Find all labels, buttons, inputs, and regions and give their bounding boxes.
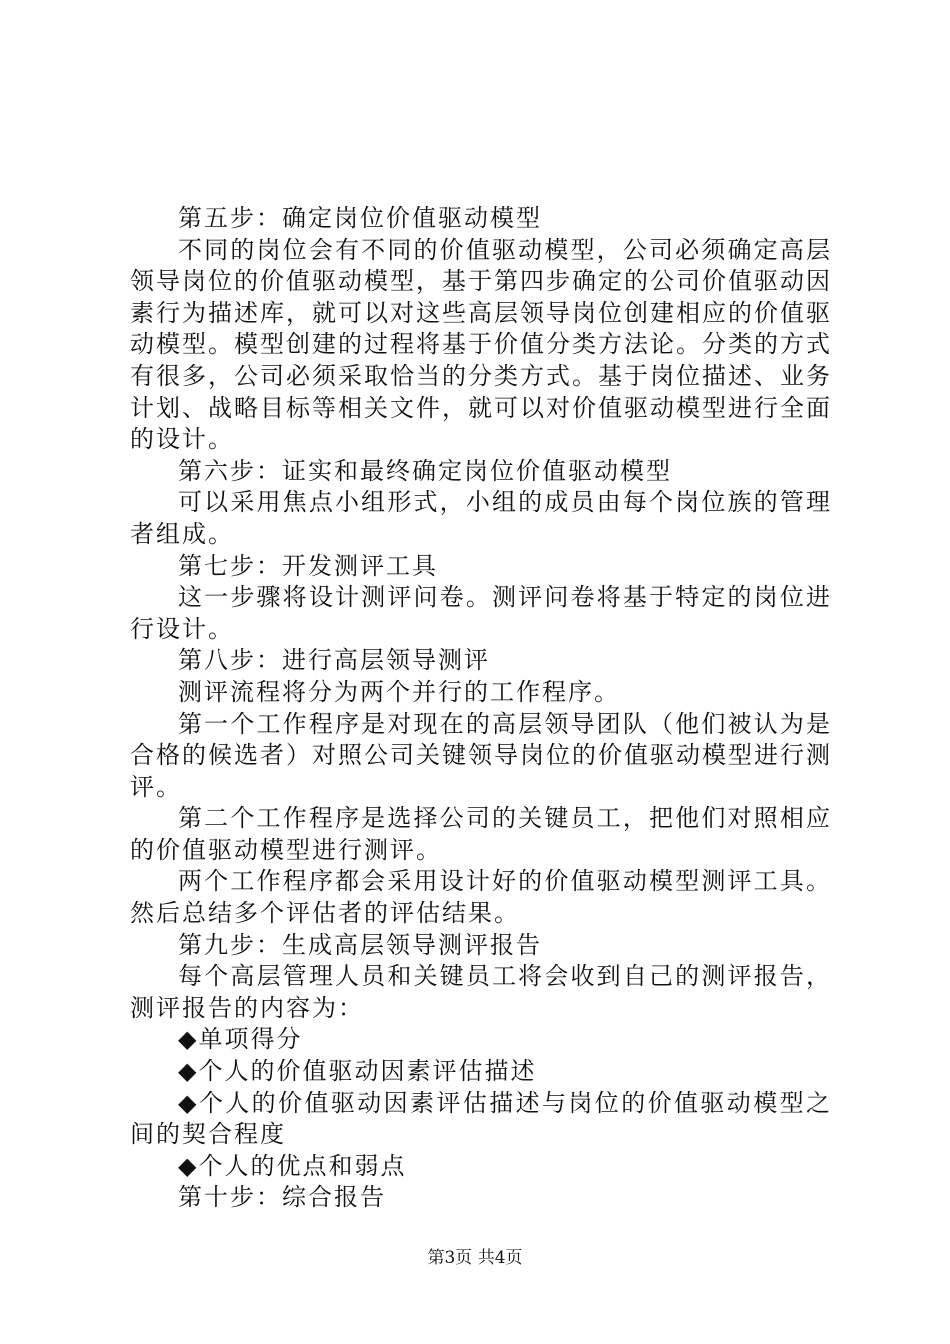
- paragraph-step-8-intro: 测评流程将分为两个并行的工作程序。: [178, 677, 620, 706]
- document-body: [130, 203, 832, 1214]
- heading-step-7: 第七步：开发测评工具: [178, 551, 438, 580]
- paragraph-step-8-program-2: 第二个工作程序是选择公司的关键员工，把他们对照相应的价值驱动模型进行测评。: [130, 804, 832, 864]
- heading-step-9: 第九步：生成高层领导测评报告: [178, 930, 542, 959]
- heading-step-10: 第十步：综合报告: [178, 1183, 386, 1212]
- paragraph-step-5-body: 不同的岗位会有不同的价值驱动模型，公司必须确定高层领导岗位的价值驱动模型，基于第四步确定的公司价值驱动因素行为描述库，就可以对这些高层领导岗位创建相应的价值驱动模型。模型创建的过程将基于价值分类方法论。分类的方式有很多，公司必须采取恰当的分类方式。基于岗位描述、业务计划、战略目标等相关文件，就可以对价值驱动模型进行全面的设计。: [130, 235, 832, 454]
- list-item-value-driver-description: ◆个人的价值驱动因素评估描述: [178, 1057, 537, 1086]
- paragraph-step-7-body: 这一步骤将设计测评问卷。测评问卷将基于特定的岗位进行设计。: [130, 583, 832, 643]
- page-number-footer: 第3页 共4页: [427, 1248, 523, 1268]
- list-item-single-score: ◆单项得分: [178, 1025, 303, 1054]
- paragraph-step-9-body: 每个高层管理人员和关键员工将会收到自己的测评报告，测评报告的内容为：: [130, 962, 832, 1022]
- paragraph-step-6-body: 可以采用焦点小组形式，小组的成员由每个岗位族的管理者组成。: [130, 488, 832, 548]
- heading-step-5: 第五步：确定岗位价值驱动模型: [178, 204, 542, 232]
- heading-step-6: 第六步：证实和最终确定岗位价值驱动模型: [178, 456, 672, 485]
- paragraph-step-8-program-1: 第一个工作程序是对现在的高层领导团队（他们被认为是合格的候选者）对照公司关键领导岗位的价值驱动模型进行测评。: [130, 709, 832, 801]
- list-item-model-fit: ◆个人的价值驱动因素评估描述与岗位的价值驱动模型之间的契合程度: [130, 1088, 832, 1149]
- list-item-strengths-weaknesses: ◆个人的优点和弱点: [178, 1151, 407, 1180]
- paragraph-step-8-summary: 两个工作程序都会采用设计好的价值驱动模型测评工具。然后总结多个评估者的评估结果。: [130, 867, 832, 928]
- heading-step-8: 第八步：进行高层领导测评: [178, 646, 490, 675]
